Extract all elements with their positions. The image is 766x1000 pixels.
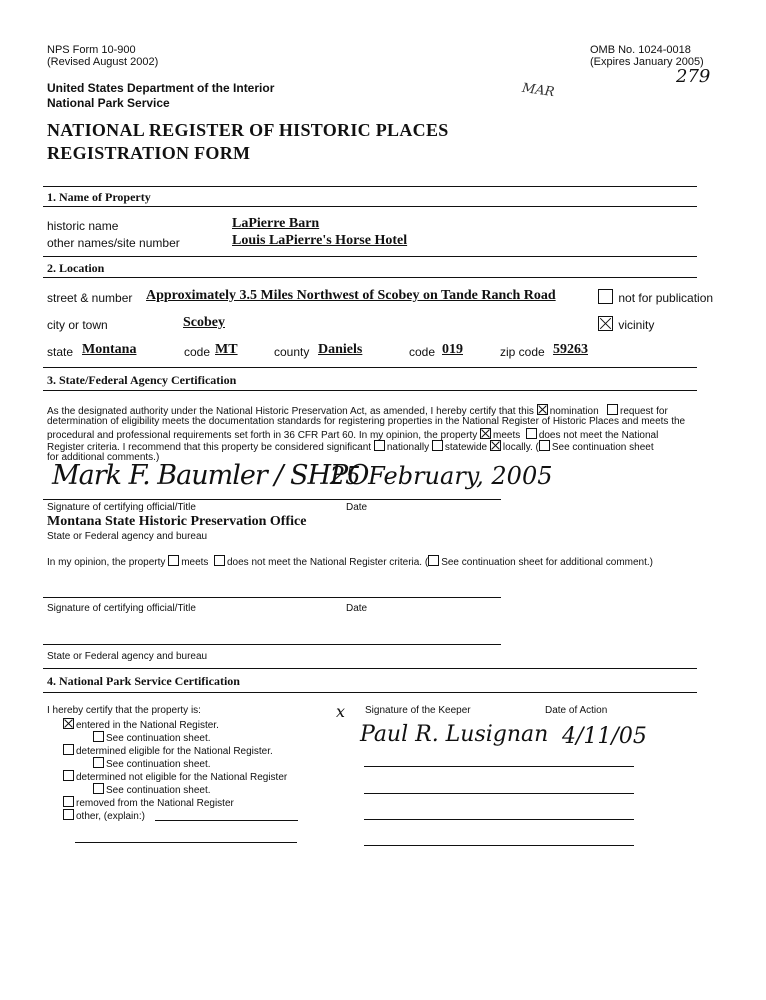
section2-heading: 2. Location — [47, 261, 105, 275]
entered-option: entered in the National Register. — [63, 718, 219, 731]
form-number: NPS Form 10-900 — [47, 44, 136, 56]
does-not-meet-checkbox[interactable] — [526, 428, 537, 439]
shpo-signature: Mark F. Baumler / SHPO — [52, 460, 369, 491]
not-eligible-checkbox[interactable] — [63, 770, 74, 781]
historic-name-value: LaPierre Barn — [232, 216, 320, 231]
signature-label-2: Signature of certifying official/Title — [47, 603, 196, 614]
street-value: Approximately 3.5 Miles Northwest of Scobey on Tande Ranch Road — [146, 288, 556, 303]
agency: National Park Service — [47, 96, 170, 110]
omb-number: OMB No. 1024-0018 — [590, 44, 691, 56]
section1-heading: 1. Name of Property — [47, 190, 151, 204]
other-checkbox[interactable] — [63, 809, 74, 820]
keeper-signature-label: Signature of the Keeper — [365, 705, 471, 716]
other-explain-line — [155, 820, 298, 821]
action-line — [364, 766, 634, 767]
divider — [43, 367, 697, 368]
divider — [43, 692, 697, 693]
shpo-date: 25 February, 2005 — [330, 462, 553, 490]
certification-line-2: determination of eligibility meets the documentation standards for registering properties in the National Register of Historic Places and meets the — [47, 416, 686, 427]
other-names-value: Louis LaPierre's Horse Hotel — [232, 233, 408, 248]
locally-checkbox[interactable] — [490, 440, 501, 451]
county-value: Daniels — [318, 342, 363, 357]
date-of-action-label: Date of Action — [545, 705, 608, 716]
see-continuation-2: See continuation sheet. — [93, 757, 211, 770]
state-label: state — [47, 345, 74, 359]
county-label: county — [274, 345, 310, 359]
other-option: other, (explain:) — [63, 809, 145, 822]
removed-option: removed from the National Register — [63, 796, 234, 809]
certification-line-5: for additional comments.) — [47, 452, 160, 463]
received-stamp: MAR — [521, 80, 556, 101]
county-code-label: code — [409, 345, 436, 359]
section4-heading: 4. National Park Service Certification — [47, 674, 240, 688]
zip-label: zip code — [500, 345, 545, 359]
omb-expires: (Expires January 2005) — [590, 56, 704, 68]
opinion-does-not-meet-checkbox[interactable] — [214, 555, 225, 566]
divider — [43, 206, 697, 207]
not-eligible-option: determined not eligible for the National Register — [63, 770, 287, 783]
hereby-certify: I hereby certify that the property is: — [47, 705, 201, 716]
keeper-signature: Paul R. Lusignan — [360, 722, 549, 747]
form-title-line1: NATIONAL REGISTER OF HISTORIC PLACES — [47, 120, 449, 140]
continuation-sheet-checkbox[interactable] — [539, 440, 550, 451]
action-line — [364, 793, 634, 794]
certification-line-1: As the designated authority under the National Historic Preservation Act, as amended, I hereby certify that this nomination request for — [47, 406, 668, 417]
date-of-action: 4/11/05 — [562, 724, 647, 749]
removed-checkbox[interactable] — [63, 796, 74, 807]
vicinity-checkbox[interactable] — [598, 316, 613, 331]
other-explain-line — [75, 842, 297, 843]
state-code-value: MT — [215, 342, 238, 357]
entered-checkbox[interactable] — [63, 718, 74, 729]
vicinity: vicinity — [598, 316, 654, 332]
bureau-line — [43, 644, 501, 645]
signature-line — [43, 597, 501, 598]
eligible-option: determined eligible for the National Register. — [63, 744, 273, 757]
see-continuation-3: See continuation sheet. — [93, 783, 211, 796]
bureau-label-2: State or Federal agency and bureau — [47, 651, 208, 662]
section3-heading: 3. State/Federal Agency Certification — [47, 373, 237, 387]
divider — [43, 186, 697, 187]
action-line — [364, 819, 634, 820]
historic-name-label: historic name — [47, 219, 119, 233]
meets-checkbox[interactable] — [480, 428, 491, 439]
action-line — [364, 845, 634, 846]
certification-line-4: Register criteria. I recommend that this property be considered significant nationally statewide locally. ( See continuation sheet — [47, 442, 654, 453]
bureau-label: State or Federal agency and bureau — [47, 531, 208, 542]
divider — [43, 668, 697, 669]
see-continuation-2-checkbox[interactable] — [93, 757, 104, 768]
divider — [43, 256, 697, 257]
not-for-publication: not for publication — [598, 289, 713, 305]
statewide-checkbox[interactable] — [432, 440, 443, 451]
signature-line — [43, 499, 501, 500]
eligible-checkbox[interactable] — [63, 744, 74, 755]
nationally-checkbox[interactable] — [374, 440, 385, 451]
request-checkbox[interactable] — [607, 404, 618, 415]
certification-line-3: procedural and professional requirements set forth in 36 CFR Part 60. In my opinion, the property meets does not meet the National — [47, 430, 659, 441]
opinion-continuation-checkbox[interactable] — [428, 555, 439, 566]
form-revised: (Revised August 2002) — [47, 56, 159, 68]
divider — [43, 390, 697, 391]
date-label: Date — [346, 502, 368, 513]
see-continuation-3-checkbox[interactable] — [93, 783, 104, 794]
department: United States Department of the Interior — [47, 81, 275, 95]
street-label: street & number — [47, 291, 133, 305]
date-label-2: Date — [346, 603, 368, 614]
nomination-checkbox[interactable] — [537, 404, 548, 415]
not-for-publication-checkbox[interactable] — [598, 289, 613, 304]
city-value: Scobey — [183, 315, 225, 330]
city-label: city or town — [47, 318, 108, 332]
other-names-label: other names/site number — [47, 236, 180, 250]
divider — [43, 277, 697, 278]
handwritten-number: 279 — [676, 66, 711, 87]
certifying-bureau: Montana State Historic Preservation Office — [47, 514, 307, 529]
signature-label: Signature of certifying official/Title — [47, 502, 196, 513]
state-code-label: code — [184, 345, 211, 359]
county-code-value: 019 — [442, 342, 463, 357]
see-continuation-1-checkbox[interactable] — [93, 731, 104, 742]
opinion-line: In my opinion, the property meets does not meet the National Register criteria. ( See continuation sheet for additional comment.) — [47, 557, 653, 568]
keeper-mark: x — [336, 702, 346, 721]
form-title-line2: REGISTRATION FORM — [47, 143, 251, 163]
zip-value: 59263 — [553, 342, 588, 357]
see-continuation-1: See continuation sheet. — [93, 731, 211, 744]
state-value: Montana — [82, 342, 137, 357]
opinion-meets-checkbox[interactable] — [168, 555, 179, 566]
